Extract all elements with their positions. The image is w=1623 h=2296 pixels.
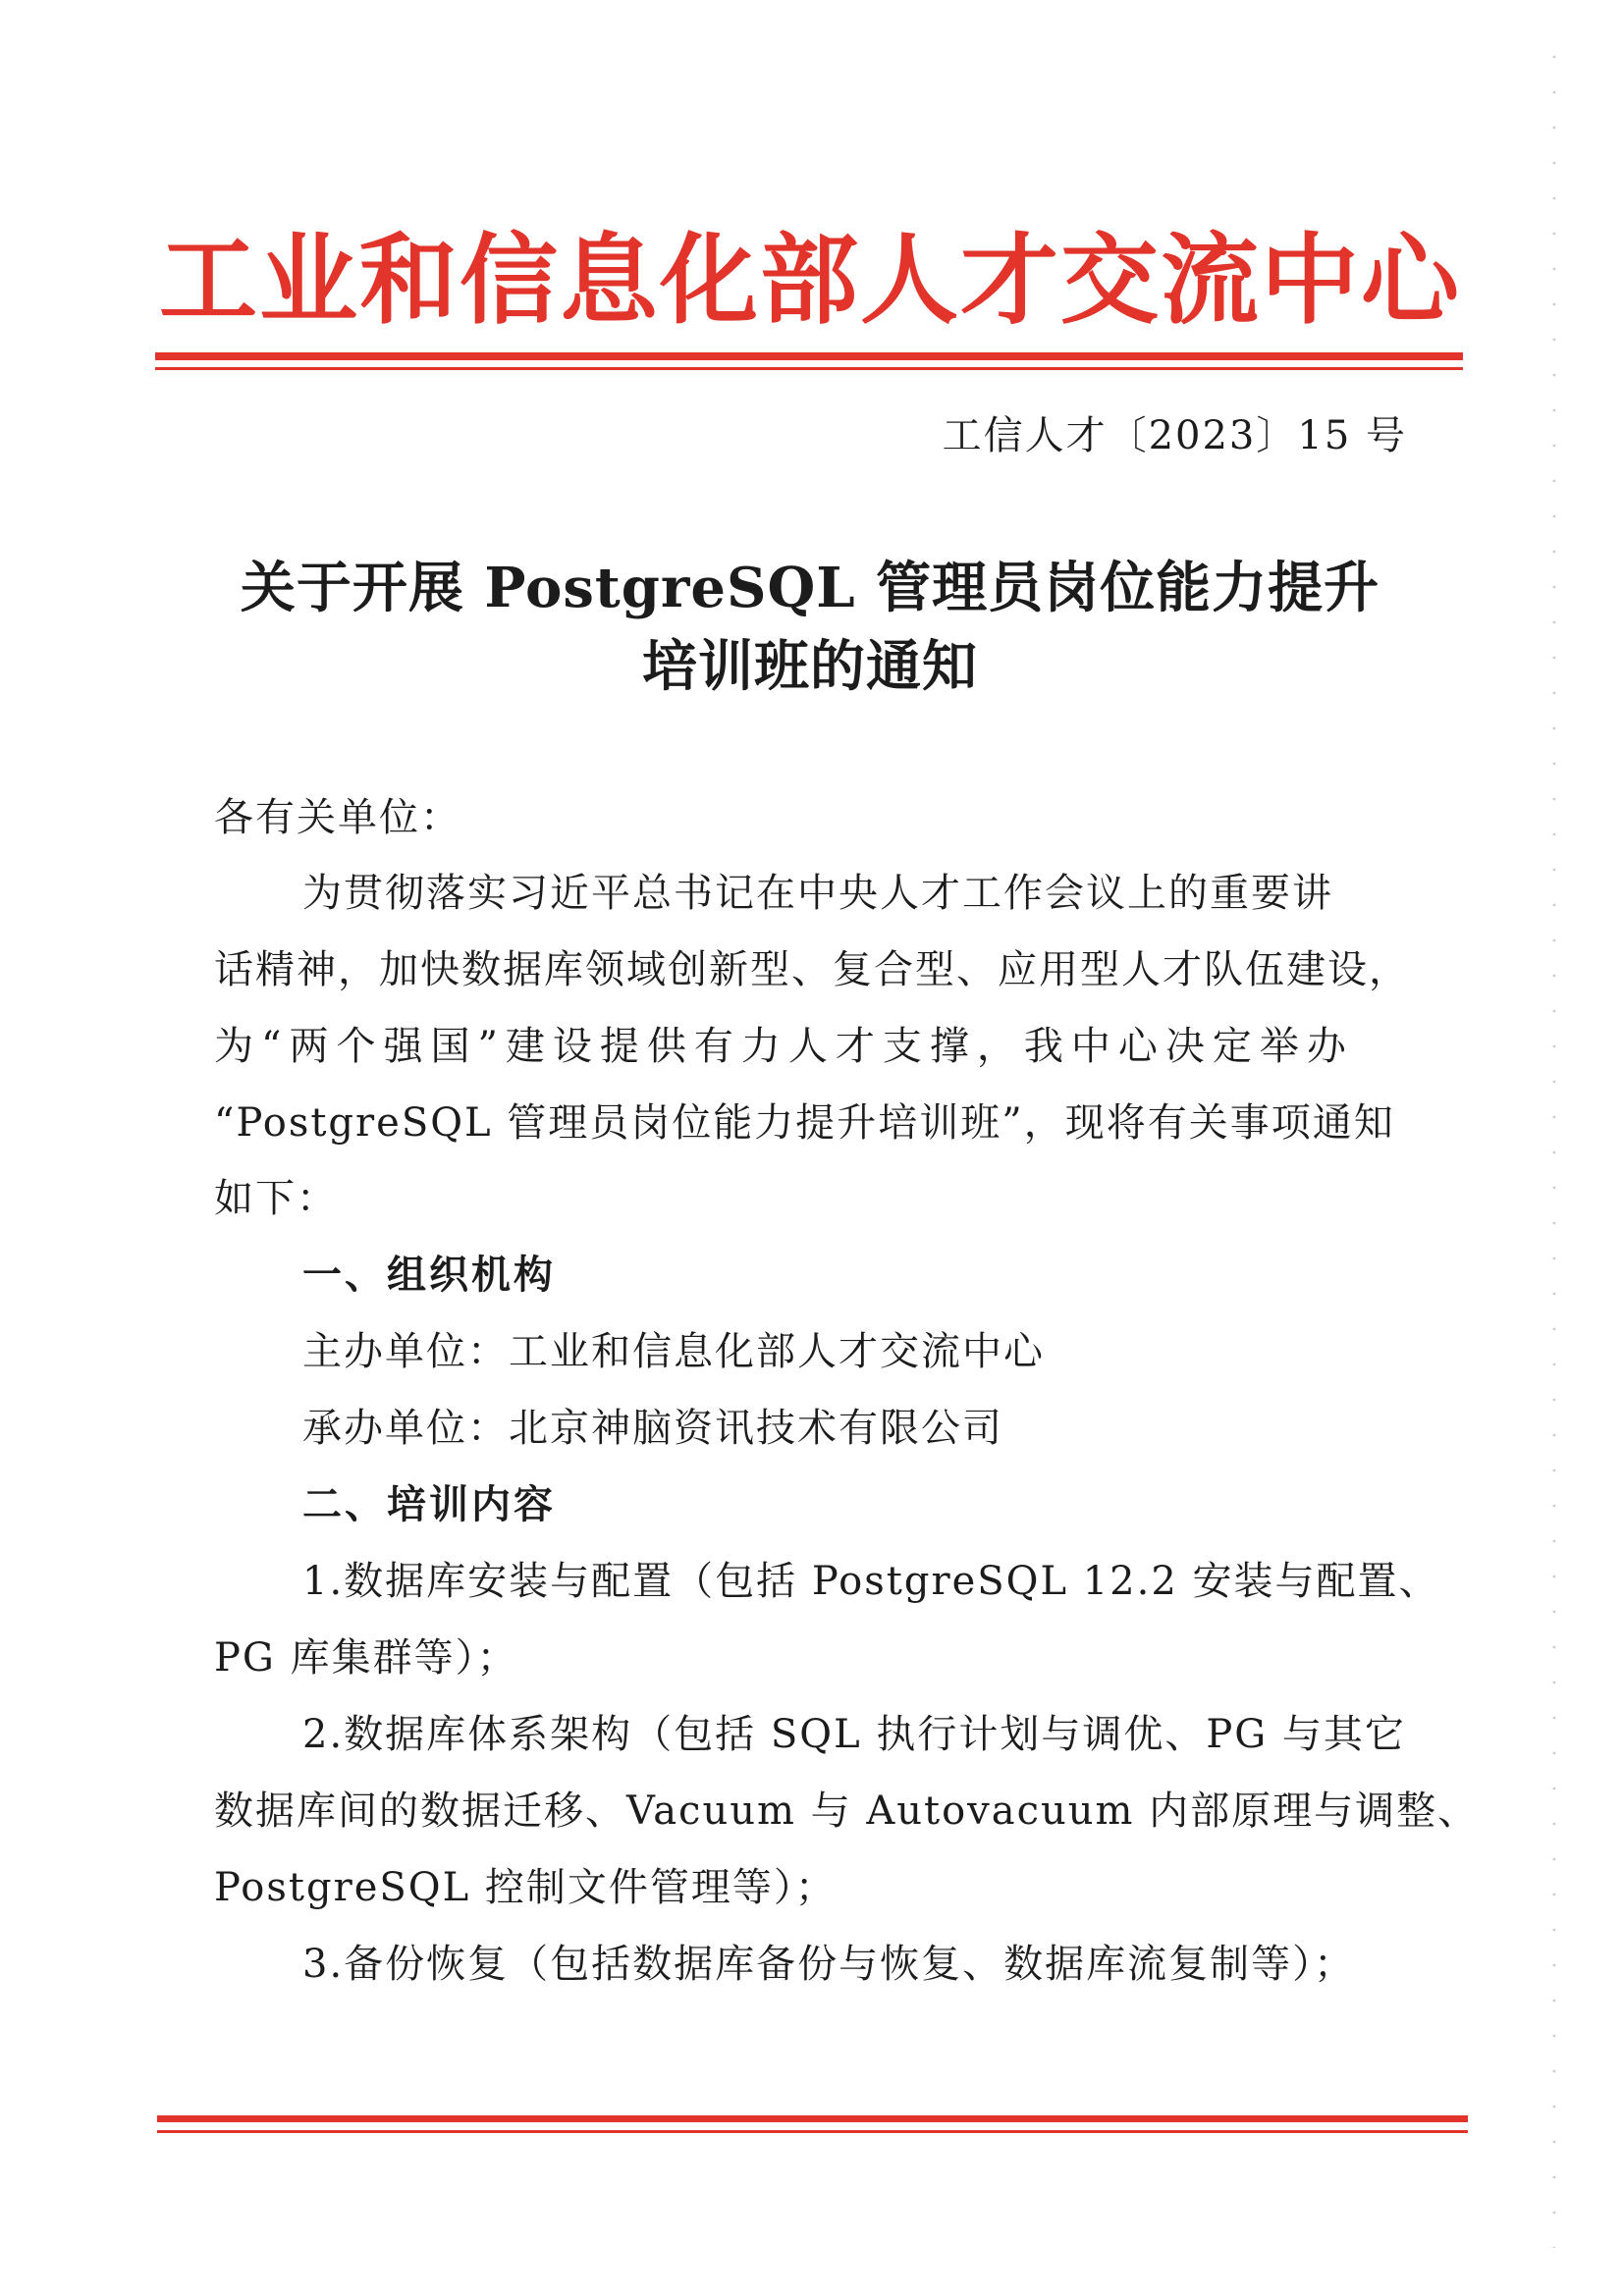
document-title-line-1: 关于开展 PostgreSQL 管理员岗位能力提升: [240, 556, 1380, 620]
intro-line-5: 如下：: [214, 1176, 338, 1221]
scan-edge-dots: [1552, 39, 1556, 2248]
header-red-rule-thin: [155, 367, 1463, 370]
document-number: 工信人才〔2023〕15 号: [942, 413, 1407, 458]
training-item-2-line-3: PostgreSQL 控制文件管理等）；: [214, 1865, 837, 1910]
section-heading-training-content: 二、培训内容: [302, 1481, 556, 1527]
training-item-1-line-1: 1.数据库安装与配置（包括 PostgreSQL 12.2 安装与配置、: [302, 1559, 1440, 1604]
training-item-2-line-2: 数据库间的数据迁移、Vacuum 与 Autovacuum 内部原理与调整、: [214, 1789, 1480, 1834]
section-heading-organization: 一、组织机构: [302, 1252, 556, 1298]
intro-line-3: 为“两个强国”建设提供有力人才支撑，我中心决定举办: [214, 1024, 1354, 1069]
footer-red-rule-thick: [157, 2115, 1468, 2122]
host-unit: 主办单位：工业和信息化部人才交流中心: [302, 1329, 1045, 1374]
organizer-unit: 承办单位：北京神脑资讯技术有限公司: [302, 1406, 1003, 1451]
footer-red-rule-thin: [157, 2130, 1468, 2133]
organization-letterhead: 工业和信息化部人才交流中心: [159, 222, 1461, 338]
intro-line-2: 话精神，加快数据库领域创新型、复合型、应用型人才队伍建设，: [214, 947, 1410, 992]
training-item-3-line-1: 3.备份恢复（包括数据库备份与恢复、数据库流复制等）；: [302, 1942, 1356, 1987]
training-item-2-line-1: 2.数据库体系架构（包括 SQL 执行计划与调优、PG 与其它: [302, 1712, 1406, 1757]
intro-line-4: “PostgreSQL 管理员岗位能力提升培训班”，现将有关事项通知: [214, 1100, 1395, 1146]
salutation: 各有关单位：: [214, 795, 461, 840]
intro-line-1: 为贯彻落实习近平总书记在中央人才工作会议上的重要讲: [302, 871, 1333, 916]
header-red-rule-thick: [155, 352, 1463, 360]
document-title-line-2: 培训班的通知: [642, 634, 978, 699]
training-item-1-line-2: PG 库集群等）；: [214, 1635, 518, 1681]
